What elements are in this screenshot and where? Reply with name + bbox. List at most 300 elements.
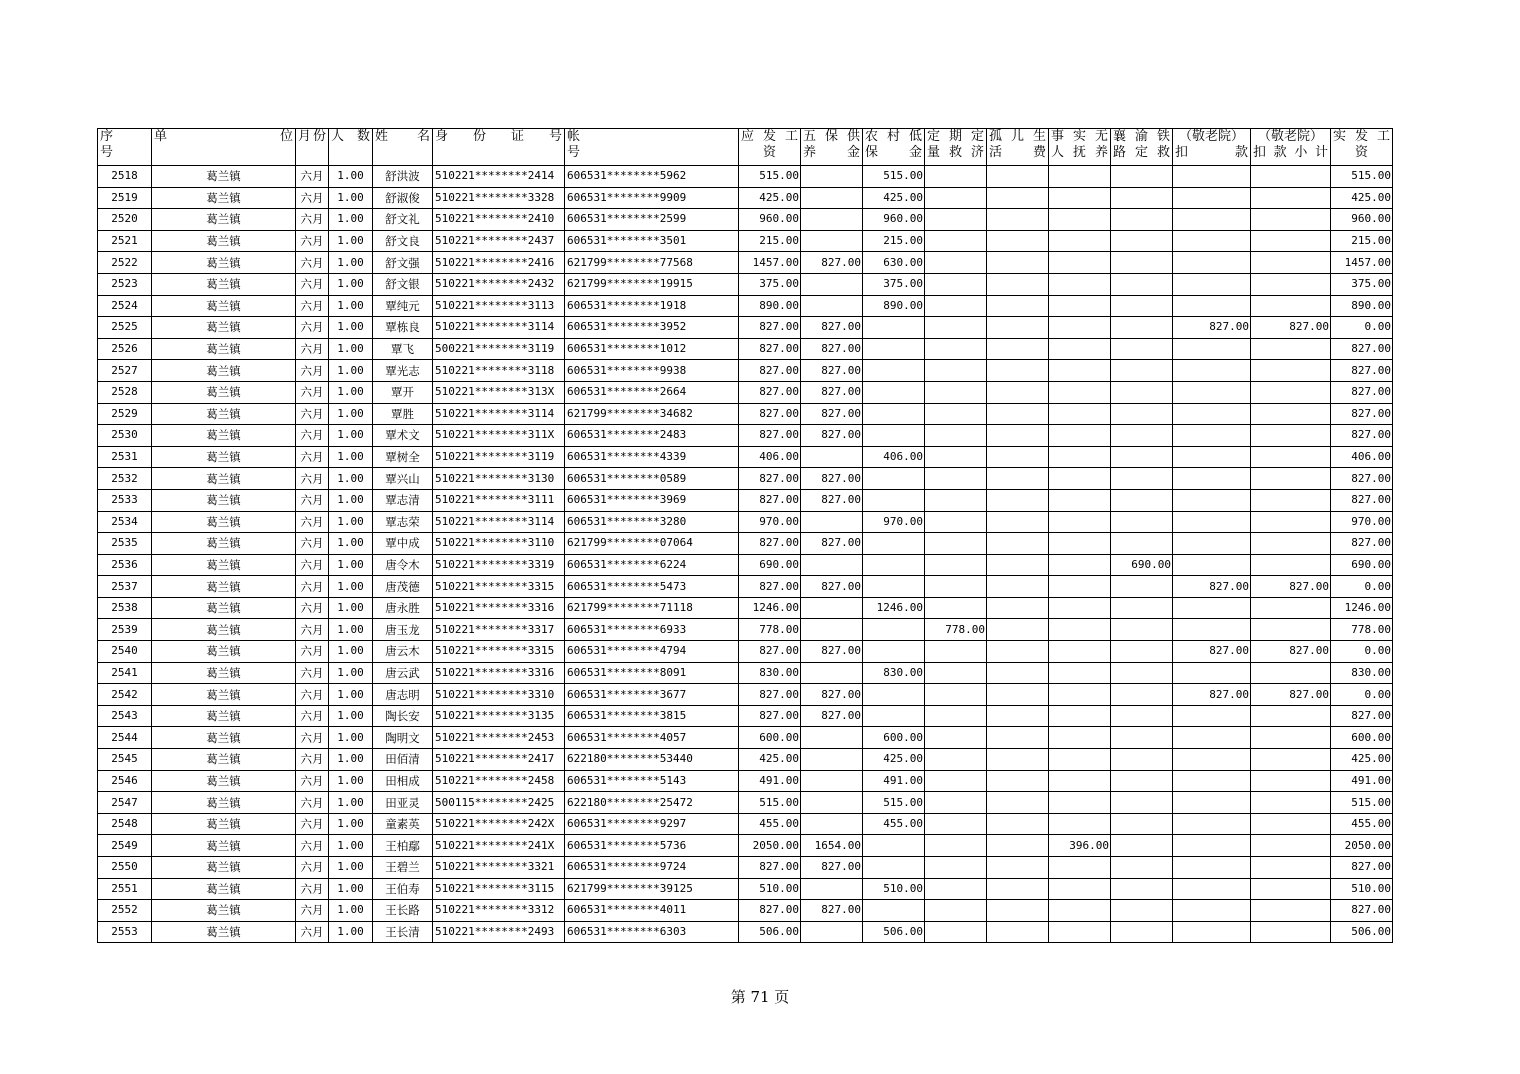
table-cell: 690.00: [1111, 554, 1173, 576]
table-cell: 覃术文: [373, 425, 433, 447]
column-header-line2: 资: [763, 145, 777, 160]
table-cell: [1111, 576, 1173, 598]
table-cell: 2535: [98, 533, 152, 555]
table-cell: [1049, 317, 1111, 339]
table-cell: 425.00: [739, 749, 801, 771]
table-cell: [1049, 425, 1111, 447]
table-cell: 960.00: [739, 209, 801, 231]
table-cell: [1251, 554, 1331, 576]
column-header-line1: 应 发 工: [741, 129, 799, 144]
table-cell: 2050.00: [1331, 835, 1393, 857]
table-cell: 827.00: [1331, 338, 1393, 360]
table-cell: 606531********9909: [565, 187, 739, 209]
table-cell: 606531********2599: [565, 209, 739, 231]
table-cell: 葛兰镇: [152, 705, 296, 727]
column-header: [801, 129, 863, 166]
table-cell: 葛兰镇: [152, 641, 296, 663]
table-cell: [1111, 468, 1173, 490]
table-row: [98, 749, 1393, 771]
table-cell: 覃志清: [373, 489, 433, 511]
table-cell: 606531********6303: [565, 921, 739, 943]
table-cell: 827.00: [739, 317, 801, 339]
table-cell: [863, 554, 925, 576]
table-cell: 827.00: [1173, 317, 1251, 339]
table-cell: 827.00: [739, 684, 801, 706]
table-cell: 510221********3316: [433, 597, 565, 619]
table-cell: [863, 317, 925, 339]
column-header: [739, 129, 801, 166]
table-cell: [801, 446, 863, 468]
table-cell: 827.00: [1173, 641, 1251, 663]
column-header-line1: 农 村 低: [865, 129, 923, 144]
table-cell: [801, 619, 863, 641]
table-cell: 827.00: [1251, 641, 1331, 663]
column-header: [1049, 129, 1111, 166]
table-cell: [1049, 511, 1111, 533]
column-header: 帐 号: [565, 129, 739, 166]
table-cell: [925, 295, 987, 317]
table-cell: 425.00: [1331, 749, 1393, 771]
table-cell: [1251, 187, 1331, 209]
table-cell: [1251, 252, 1331, 274]
table-cell: 六月: [296, 511, 329, 533]
table-cell: 葛兰镇: [152, 835, 296, 857]
table-cell: 606531********3677: [565, 684, 739, 706]
table-row: [98, 273, 1393, 295]
table-cell: 葛兰镇: [152, 662, 296, 684]
table-cell: 890.00: [863, 295, 925, 317]
table-cell: [1173, 749, 1251, 771]
table-cell: [801, 921, 863, 943]
table-row: [98, 425, 1393, 447]
table-cell: 唐永胜: [373, 597, 433, 619]
table-cell: 510221********3114: [433, 511, 565, 533]
table-cell: [1049, 554, 1111, 576]
table-cell: [1049, 727, 1111, 749]
table-cell: 六月: [296, 554, 329, 576]
table-cell: 1.00: [329, 857, 373, 879]
table-cell: 1.00: [329, 727, 373, 749]
table-cell: [1173, 835, 1251, 857]
table-cell: [1251, 273, 1331, 295]
table-cell: 827.00: [1331, 900, 1393, 922]
table-cell: 覃开: [373, 381, 433, 403]
table-cell: [1251, 619, 1331, 641]
table-cell: [925, 252, 987, 274]
table-cell: [1049, 295, 1111, 317]
table-cell: 425.00: [863, 749, 925, 771]
table-cell: 葛兰镇: [152, 619, 296, 641]
table-cell: 王柏鄢: [373, 835, 433, 857]
table-cell: 2532: [98, 468, 152, 490]
table-cell: 606531********5736: [565, 835, 739, 857]
table-cell: [1049, 209, 1111, 231]
table-cell: 1.00: [329, 273, 373, 295]
table-cell: 455.00: [863, 813, 925, 835]
table-cell: [987, 425, 1049, 447]
table-cell: [1173, 230, 1251, 252]
table-cell: [925, 641, 987, 663]
table-cell: 510221********3118: [433, 360, 565, 382]
table-cell: [1111, 878, 1173, 900]
table-cell: [925, 684, 987, 706]
table-cell: 830.00: [739, 662, 801, 684]
table-cell: 827.00: [739, 533, 801, 555]
table-cell: 2551: [98, 878, 152, 900]
table-cell: [1173, 209, 1251, 231]
table-cell: [925, 317, 987, 339]
table-cell: 2547: [98, 792, 152, 814]
table-cell: [1111, 360, 1173, 382]
table-cell: 606531********6224: [565, 554, 739, 576]
table-cell: 827.00: [1251, 684, 1331, 706]
table-cell: [801, 187, 863, 209]
table-cell: 827.00: [1331, 489, 1393, 511]
column-header: 序 号: [98, 129, 152, 166]
table-cell: [1173, 619, 1251, 641]
table-cell: 1.00: [329, 533, 373, 555]
table-cell: [1111, 641, 1173, 663]
table-cell: 2525: [98, 317, 152, 339]
table-cell: [1049, 619, 1111, 641]
table-cell: [1049, 900, 1111, 922]
table-cell: 606531********2483: [565, 425, 739, 447]
table-cell: 515.00: [739, 166, 801, 188]
column-header-line1: 孤 儿 生: [989, 129, 1047, 144]
table-cell: 葛兰镇: [152, 597, 296, 619]
table-cell: [987, 317, 1049, 339]
table-cell: 778.00: [739, 619, 801, 641]
column-header-line1: （敬老院）: [1258, 129, 1324, 144]
table-row: [98, 835, 1393, 857]
table-cell: 396.00: [1049, 835, 1111, 857]
table-cell: 六月: [296, 770, 329, 792]
table-cell: [1173, 468, 1251, 490]
column-header-line2: 路 定 救: [1113, 145, 1171, 160]
table-row: [98, 252, 1393, 274]
column-header-line2: 活 费: [989, 145, 1047, 160]
table-cell: [1049, 360, 1111, 382]
table-cell: 六月: [296, 252, 329, 274]
table-cell: [801, 554, 863, 576]
table-cell: [987, 533, 1049, 555]
table-cell: [1251, 727, 1331, 749]
table-cell: 510221********242X: [433, 813, 565, 835]
table-cell: 606531********0589: [565, 468, 739, 490]
table-cell: [987, 468, 1049, 490]
table-cell: [925, 813, 987, 835]
table-cell: 491.00: [863, 770, 925, 792]
column-header-line2: 保 金: [865, 145, 923, 160]
table-cell: [801, 813, 863, 835]
column-header: 姓 名: [373, 129, 433, 166]
table-cell: [863, 425, 925, 447]
table-cell: [925, 554, 987, 576]
table-row: [98, 576, 1393, 598]
table-cell: 510221********313X: [433, 381, 565, 403]
table-cell: 215.00: [739, 230, 801, 252]
table-cell: 606531********3501: [565, 230, 739, 252]
table-cell: [1049, 749, 1111, 771]
table-cell: 621799********71118: [565, 597, 739, 619]
table-cell: 510221********3130: [433, 468, 565, 490]
column-header-line2: 养 金: [803, 145, 861, 160]
table-cell: 606531********6933: [565, 619, 739, 641]
table-cell: [925, 338, 987, 360]
table-cell: [925, 770, 987, 792]
table-cell: 606531********1918: [565, 295, 739, 317]
table-cell: [1111, 273, 1173, 295]
table-cell: 630.00: [863, 252, 925, 274]
table-cell: 六月: [296, 641, 329, 663]
table-cell: 827.00: [801, 533, 863, 555]
column-header-line1: 事 实 无: [1051, 129, 1109, 144]
table-cell: 六月: [296, 187, 329, 209]
table-cell: 827.00: [1251, 576, 1331, 598]
table-cell: 0.00: [1331, 641, 1393, 663]
table-cell: 827.00: [1173, 684, 1251, 706]
table-cell: 510221********3115: [433, 878, 565, 900]
column-header-line1: 实 发 工: [1333, 129, 1391, 144]
table-cell: [1251, 403, 1331, 425]
table-cell: [863, 381, 925, 403]
table-row: [98, 813, 1393, 835]
table-cell: 葛兰镇: [152, 857, 296, 879]
table-cell: [1251, 360, 1331, 382]
column-header-line2: 资: [1355, 145, 1369, 160]
table-cell: 六月: [296, 489, 329, 511]
table-cell: [1251, 166, 1331, 188]
table-cell: [801, 295, 863, 317]
table-cell: [1049, 381, 1111, 403]
table-cell: [1251, 489, 1331, 511]
table-cell: 827.00: [801, 317, 863, 339]
table-cell: 葛兰镇: [152, 425, 296, 447]
table-cell: [1251, 446, 1331, 468]
table-row: [98, 554, 1393, 576]
table-row: [98, 878, 1393, 900]
table-cell: 葛兰镇: [152, 684, 296, 706]
table-cell: [801, 770, 863, 792]
table-cell: [987, 187, 1049, 209]
table-cell: 六月: [296, 813, 329, 835]
table-cell: 515.00: [1331, 166, 1393, 188]
table-cell: [925, 705, 987, 727]
page-number: 第 71 页: [730, 988, 790, 1006]
table-cell: 827.00: [739, 403, 801, 425]
table-cell: 1.00: [329, 684, 373, 706]
table-body: [98, 166, 1393, 943]
table-row: [98, 727, 1393, 749]
table-cell: 827.00: [1331, 705, 1393, 727]
table-cell: [801, 209, 863, 231]
table-cell: 827.00: [739, 705, 801, 727]
table-cell: 510221********2410: [433, 209, 565, 231]
table-cell: 827.00: [739, 468, 801, 490]
table-cell: 622180********53440: [565, 749, 739, 771]
table-cell: [1049, 684, 1111, 706]
table-cell: 王伯寿: [373, 878, 433, 900]
table-cell: [1173, 187, 1251, 209]
table-cell: 2522: [98, 252, 152, 274]
column-header-line2: 扣 款: [1175, 145, 1249, 160]
table-cell: 葛兰镇: [152, 187, 296, 209]
table-cell: 2546: [98, 770, 152, 792]
table-cell: [987, 597, 1049, 619]
table-cell: 田相成: [373, 770, 433, 792]
table-cell: 舒洪波: [373, 166, 433, 188]
column-header-line2: 扣 款 小 计: [1253, 145, 1329, 160]
table-row: [98, 597, 1393, 619]
table-cell: [1251, 338, 1331, 360]
table-cell: 葛兰镇: [152, 230, 296, 252]
table-cell: 890.00: [1331, 295, 1393, 317]
table-cell: 960.00: [1331, 209, 1393, 231]
table-cell: [1251, 813, 1331, 835]
table-cell: 510221********3114: [433, 317, 565, 339]
table-cell: [1111, 770, 1173, 792]
table-cell: [925, 446, 987, 468]
table-cell: 500221********3119: [433, 338, 565, 360]
table-cell: [1173, 360, 1251, 382]
table-cell: 覃光志: [373, 360, 433, 382]
table-cell: [1111, 295, 1173, 317]
table-cell: [801, 727, 863, 749]
table-cell: 1.00: [329, 705, 373, 727]
table-cell: 606531********4057: [565, 727, 739, 749]
table-cell: [1251, 533, 1331, 555]
table-cell: [987, 446, 1049, 468]
table-cell: [1111, 166, 1173, 188]
table-cell: 827.00: [801, 403, 863, 425]
table-cell: [1251, 878, 1331, 900]
table-cell: 970.00: [739, 511, 801, 533]
table-cell: [1173, 166, 1251, 188]
table-cell: [925, 166, 987, 188]
table-cell: [925, 273, 987, 295]
table-cell: 六月: [296, 576, 329, 598]
table-cell: 葛兰镇: [152, 252, 296, 274]
table-cell: 827.00: [739, 900, 801, 922]
table-cell: 406.00: [863, 446, 925, 468]
table-cell: 1457.00: [1331, 252, 1393, 274]
table-cell: 830.00: [863, 662, 925, 684]
column-header-line1: （敬老院）: [1179, 129, 1245, 144]
table-cell: 2538: [98, 597, 152, 619]
table-cell: 六月: [296, 792, 329, 814]
table-cell: 1.00: [329, 187, 373, 209]
table-cell: [1111, 921, 1173, 943]
table-cell: [1111, 705, 1173, 727]
table-cell: 621799********07064: [565, 533, 739, 555]
table-cell: 葛兰镇: [152, 921, 296, 943]
table-cell: [1251, 209, 1331, 231]
table-cell: [1173, 770, 1251, 792]
table-cell: [801, 166, 863, 188]
table-cell: 六月: [296, 727, 329, 749]
table-cell: 六月: [296, 835, 329, 857]
table-cell: 606531********4794: [565, 641, 739, 663]
table-row: [98, 684, 1393, 706]
table-cell: 506.00: [1331, 921, 1393, 943]
table-cell: 510221********3114: [433, 403, 565, 425]
table-row: [98, 705, 1393, 727]
table-cell: 510221********2437: [433, 230, 565, 252]
table-cell: 舒文强: [373, 252, 433, 274]
table-cell: 827.00: [801, 900, 863, 922]
table-cell: 葛兰镇: [152, 166, 296, 188]
table-cell: 1246.00: [1331, 597, 1393, 619]
table-cell: 827.00: [801, 705, 863, 727]
table-cell: 六月: [296, 446, 329, 468]
table-cell: [1111, 727, 1173, 749]
table-cell: [863, 857, 925, 879]
table-cell: 1457.00: [739, 252, 801, 274]
table-cell: [1111, 403, 1173, 425]
table-cell: 2519: [98, 187, 152, 209]
table-cell: 690.00: [1331, 554, 1393, 576]
table-cell: [925, 727, 987, 749]
table-cell: [801, 597, 863, 619]
table-cell: [1251, 749, 1331, 771]
table-cell: 506.00: [739, 921, 801, 943]
table-cell: 1.00: [329, 381, 373, 403]
table-cell: 0.00: [1331, 684, 1393, 706]
table-cell: 606531********5473: [565, 576, 739, 598]
table-cell: 唐玉龙: [373, 619, 433, 641]
table-cell: [987, 857, 1049, 879]
table-cell: 606531********1012: [565, 338, 739, 360]
table-cell: [1049, 792, 1111, 814]
table-cell: 六月: [296, 900, 329, 922]
table-cell: 215.00: [863, 230, 925, 252]
table-cell: 960.00: [863, 209, 925, 231]
table-cell: 2521: [98, 230, 152, 252]
table-cell: 510221********3312: [433, 900, 565, 922]
table-cell: 2523: [98, 273, 152, 295]
table-cell: 1.00: [329, 662, 373, 684]
table-cell: 舒文良: [373, 230, 433, 252]
table-cell: 606531********9724: [565, 857, 739, 879]
table-cell: 827.00: [1331, 533, 1393, 555]
table-cell: 510221********3328: [433, 187, 565, 209]
table-cell: 2536: [98, 554, 152, 576]
table-cell: 621799********34682: [565, 403, 739, 425]
table-cell: 827.00: [801, 857, 863, 879]
payroll-table: [97, 128, 1393, 943]
table-cell: 1.00: [329, 317, 373, 339]
table-cell: [925, 597, 987, 619]
table-cell: [863, 403, 925, 425]
table-cell: 827.00: [739, 425, 801, 447]
table-cell: 510.00: [1331, 878, 1393, 900]
table-cell: [1049, 921, 1111, 943]
table-cell: 491.00: [1331, 770, 1393, 792]
table-cell: [863, 641, 925, 663]
table-cell: 覃树全: [373, 446, 433, 468]
table-cell: 827.00: [801, 252, 863, 274]
table-cell: 1246.00: [863, 597, 925, 619]
table-row: [98, 468, 1393, 490]
table-cell: 1.00: [329, 900, 373, 922]
table-cell: 827.00: [739, 857, 801, 879]
table-cell: [987, 511, 1049, 533]
table-cell: 六月: [296, 166, 329, 188]
table-cell: 827.00: [801, 684, 863, 706]
table-cell: 葛兰镇: [152, 511, 296, 533]
table-row: [98, 381, 1393, 403]
table-cell: 827.00: [1331, 360, 1393, 382]
